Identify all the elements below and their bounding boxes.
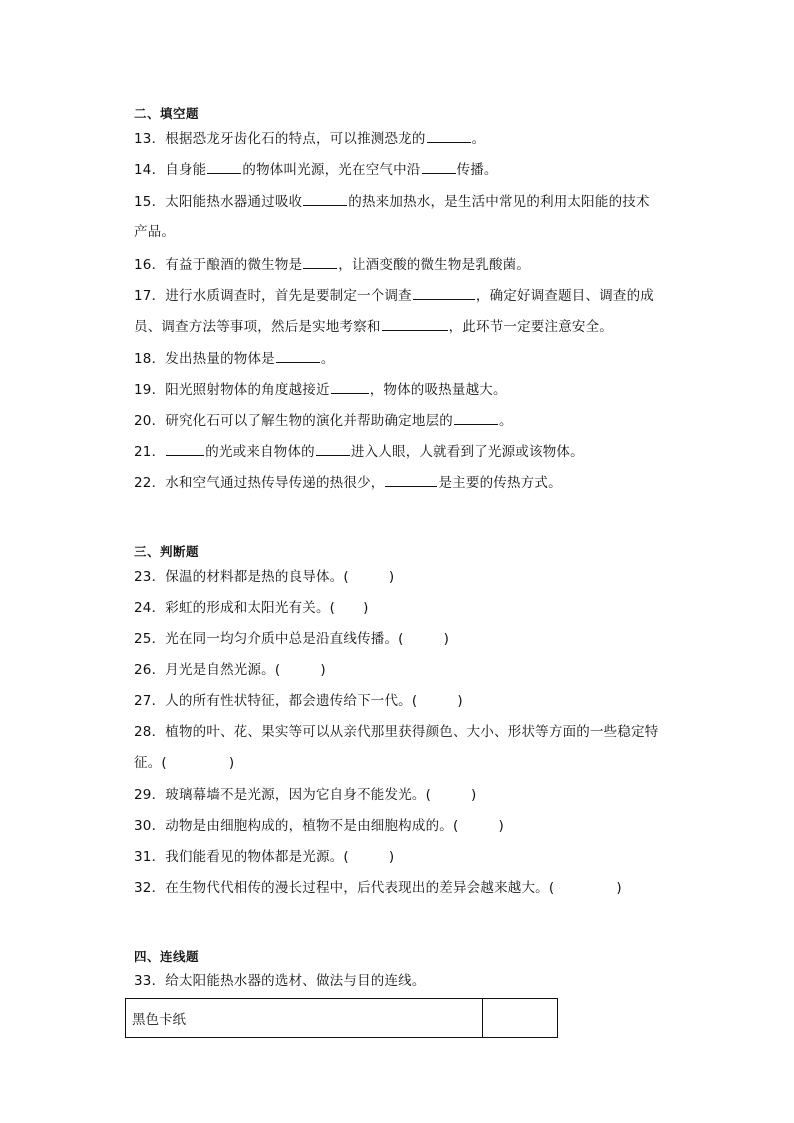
section-title-fill: 二、填空题 xyxy=(134,106,200,121)
answer-blank[interactable] xyxy=(413,287,475,300)
question-19: 19．阳光照射物体的角度越接近 ，物体的吸热量越大。 xyxy=(134,382,507,398)
question-23: 23．保温的材料都是热的良导体。( ) xyxy=(134,569,395,585)
table-cell-empty[interactable] xyxy=(483,999,558,1038)
answer-blank[interactable] xyxy=(303,193,347,206)
question-20: 20．研究化石可以了解生物的演化并帮助确定地层的 。 xyxy=(134,413,513,429)
answer-blank[interactable] xyxy=(166,443,204,456)
answer-blank[interactable] xyxy=(207,161,241,174)
question-33: 33．给太阳能热水器的选材、做法与目的连线。 xyxy=(134,973,426,989)
answer-blank[interactable] xyxy=(454,412,498,425)
matching-table xyxy=(125,998,558,1038)
question-30: 30．动物是由细胞构成的，植物不是由细胞构成的。( ) xyxy=(134,818,504,834)
table-row xyxy=(126,999,558,1038)
question-15: 15．太阳能热水器通过吸收 的热来加热水，是生活中常见的利用太阳能的技术 xyxy=(134,194,650,210)
answer-blank[interactable] xyxy=(303,256,337,269)
question-16: 16．有益于酿酒的微生物是 ，让酒变酸的微生物是乳酸菌。 xyxy=(134,257,531,273)
question-24: 24．彩虹的形成和太阳光有关。( ) xyxy=(134,600,369,616)
question-31: 31．我们能看见的物体都是光源。( ) xyxy=(134,849,395,865)
question-22: 22．水和空气通过热传导传递的热很少， 是主要的传热方式。 xyxy=(134,475,562,491)
section-title-match: 四、连线题 xyxy=(134,949,200,964)
answer-blank[interactable] xyxy=(276,350,320,363)
section-title-judge: 三、判断题 xyxy=(134,544,200,559)
question-32: 32．在生物代代相传的漫长过程中，后代表现出的差异会越来越大。( ) xyxy=(134,880,622,896)
question-17-line2: 员、调查方法等事项，然后是实地考察和 ，此环节一定要注意安全。 xyxy=(134,319,614,335)
question-25: 25．光在同一均匀介质中总是沿直线传播。( ) xyxy=(134,631,450,647)
answer-blank[interactable] xyxy=(422,161,456,174)
question-21: 21． 的光或来自物体的 进入人眼，人就看到了光源或该物体。 xyxy=(134,444,584,460)
answer-blank[interactable] xyxy=(427,130,471,143)
question-14: 14．自身能 的物体叫光源，光在空气中沿 传播。 xyxy=(134,162,498,178)
question-15-line2: 产品。 xyxy=(134,224,176,240)
table-cell-material: 黑色卡纸 xyxy=(126,999,483,1038)
question-29: 29．玻璃幕墙不是光源，因为它自身不能发光。( ) xyxy=(134,787,477,803)
question-18: 18．发出热量的物体是 。 xyxy=(134,351,335,367)
answer-blank[interactable] xyxy=(382,318,448,331)
answer-blank[interactable] xyxy=(331,381,369,394)
answer-blank[interactable] xyxy=(316,443,350,456)
question-13: 13．根据恐龙牙齿化石的特点，可以推测恐龙的 。 xyxy=(134,131,486,147)
question-26: 26．月光是自然光源。( ) xyxy=(134,662,326,678)
question-27: 27．人的所有性状特征，都会遗传给下一代。( ) xyxy=(134,693,463,709)
question-28: 28．植物的叶、花、果实等可以从亲代那里获得颜色、大小、形状等方面的一些稳定特 xyxy=(134,724,659,740)
answer-blank[interactable] xyxy=(385,474,437,487)
question-17: 17．进行水质调查时，首先是要制定一个调查 ，确定好调查题目、调查的成 xyxy=(134,288,654,304)
question-28-line2: 征。( ) xyxy=(134,755,235,771)
